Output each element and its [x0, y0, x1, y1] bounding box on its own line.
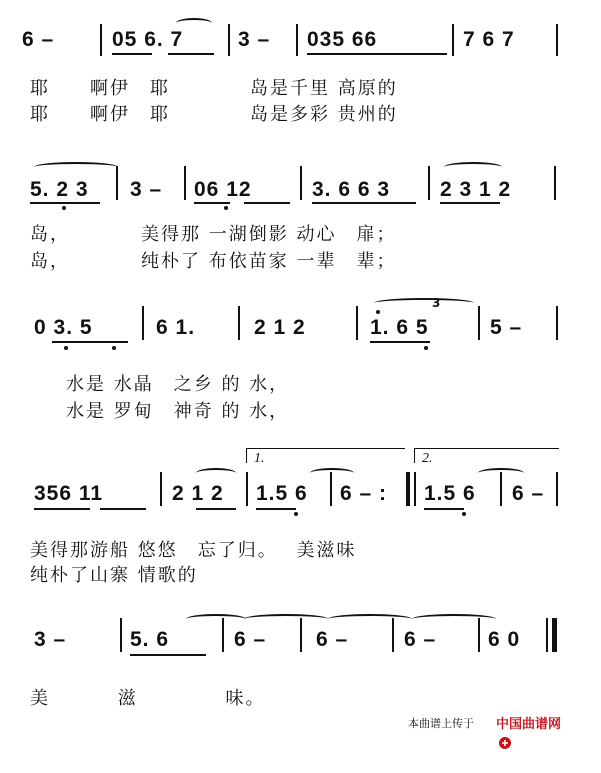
barline: [428, 166, 430, 200]
underline: [130, 654, 206, 656]
tie-arc: [176, 18, 212, 28]
underline: [440, 202, 500, 204]
watermark: [408, 713, 561, 732]
lyric-line-4-verse-1: 美得那游船 悠悠 忘了归。 美滋味: [30, 540, 357, 561]
barline: [142, 306, 144, 340]
barline: [554, 166, 556, 200]
tie-arc: [444, 162, 502, 172]
underline: [244, 202, 290, 204]
underline: [30, 202, 100, 204]
tie-arc: [196, 468, 236, 478]
measure-1-2: 05 6. 7: [112, 28, 184, 51]
underline: [168, 53, 214, 55]
underline: [312, 202, 416, 204]
barline: [184, 166, 186, 200]
site-logo-icon: [478, 716, 492, 730]
final-barline-thin: [546, 618, 548, 652]
barline: [478, 306, 480, 340]
grace-note: 3: [432, 296, 441, 310]
lyric-line-3-verse-2: 水是 罗甸 神奇 的 水，: [66, 401, 290, 422]
barline: [120, 618, 122, 652]
volta-2-bracket: [414, 448, 559, 463]
low-dot: [462, 512, 466, 516]
measure-1-1: 6 –: [22, 28, 55, 51]
underline: [194, 202, 230, 204]
low-dot: [64, 346, 68, 350]
measure-5-1: 3 –: [34, 628, 67, 651]
underline: [100, 508, 146, 510]
measure-4-6: 6 –: [512, 482, 545, 505]
underline: [370, 341, 430, 343]
high-dot: [376, 310, 380, 314]
measure-5-2: 5. 6: [130, 628, 170, 651]
measure-4-1: 356 11: [34, 482, 104, 505]
volta-2-label: 2.: [422, 451, 433, 466]
measure-5-4: 6 –: [316, 628, 349, 651]
barline: [556, 24, 558, 56]
low-dot: [224, 206, 228, 210]
measure-2-2: 3 –: [130, 178, 163, 201]
tie-arc: [186, 614, 246, 624]
lyric-line-1-verse-2: 耶 啊伊 耶 岛是多彩 贵州的: [30, 104, 398, 125]
barline: [246, 472, 248, 506]
measure-3-1: 0 3. 5: [34, 316, 93, 339]
measure-3-5: 5 –: [490, 316, 523, 339]
tie-arc: [244, 614, 328, 624]
site-name[interactable]: 中国曲谱网: [496, 717, 562, 732]
measure-3-3: 2 1 2: [254, 316, 306, 339]
barline: [296, 24, 298, 56]
measure-5-5: 6 –: [404, 628, 437, 651]
barline: [452, 24, 454, 56]
lyric-line-4-verse-2: 纯朴了山寨 情歌的: [30, 565, 198, 586]
measure-1-3: 3 –: [238, 28, 271, 51]
barline: [100, 24, 102, 56]
underline: [112, 53, 152, 55]
underline: [307, 53, 447, 55]
barline: [228, 24, 230, 56]
watermark-text: 本曲谱上传于: [408, 716, 474, 730]
measure-5-3: 6 –: [234, 628, 267, 651]
measure-3-2: 6 1.: [156, 316, 196, 339]
volta-1-bracket: [246, 448, 405, 463]
measure-2-4: 3. 6 6 3: [312, 178, 391, 201]
tie-arc: [412, 614, 496, 624]
measure-4-5: 1.5 6: [424, 482, 476, 505]
barline: [556, 472, 558, 506]
barline: [356, 306, 358, 340]
barline: [556, 306, 558, 340]
tie-arc: [328, 614, 412, 624]
measure-2-3: 06 12: [194, 178, 252, 201]
volta-1-label: 1.: [254, 451, 265, 466]
underline: [52, 341, 128, 343]
tie-arc: [34, 162, 118, 172]
tie-arc: [310, 468, 354, 478]
barline: [238, 306, 240, 340]
low-dot: [294, 512, 298, 516]
measure-4-2: 2 1 2: [172, 482, 224, 505]
measure-2-5: 2 3 1 2: [440, 178, 512, 201]
underline: [256, 508, 296, 510]
measure-4-4: 6 – :: [340, 482, 388, 505]
repeat-barline: [406, 472, 410, 506]
slur-arc: [374, 298, 474, 308]
tie-arc: [478, 468, 524, 478]
barline: [160, 472, 162, 506]
measure-3-4: 1. 6 5: [370, 316, 429, 339]
lyric-line-5: 美 滋 味。: [30, 688, 266, 709]
measure-4-3: 1.5 6: [256, 482, 308, 505]
low-dot: [62, 206, 66, 210]
lyric-line-2-verse-1: 岛， 美得那 一湖倒影 动心 扉；: [30, 224, 397, 245]
lyric-line-3-verse-1: 水是 水晶 之乡 的 水，: [66, 374, 290, 395]
barline: [414, 472, 416, 506]
underline: [424, 508, 464, 510]
low-dot: [112, 346, 116, 350]
underline: [34, 508, 90, 510]
measure-1-5: 7 6 7: [463, 28, 515, 51]
measure-1-4: 035 66: [307, 28, 378, 51]
measure-5-6: 6 0: [488, 628, 521, 651]
lyric-line-2-verse-2: 岛， 纯朴了 布依苗家 一辈 辈；: [30, 251, 397, 272]
barline: [300, 166, 302, 200]
low-dot: [424, 346, 428, 350]
underline: [196, 508, 236, 510]
measure-2-1: 5. 2 3: [30, 178, 89, 201]
lyric-line-1-verse-1: 耶 啊伊 耶 岛是千里 高原的: [30, 78, 398, 99]
final-barline-thick: [552, 618, 557, 652]
